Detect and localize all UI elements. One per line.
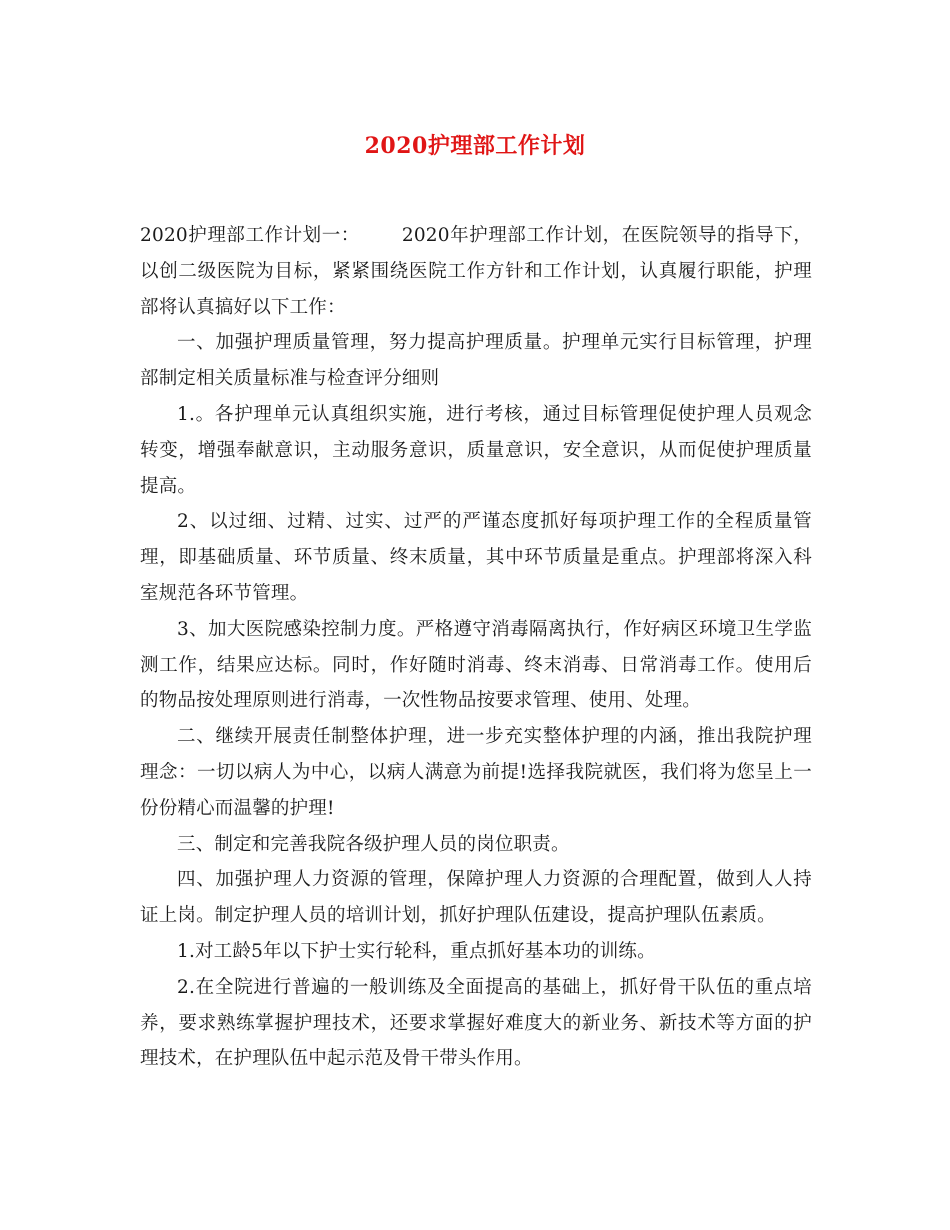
section-four-paragraph: 四、加强护理人力资源的管理，保障护理人力资源的合理配置，做到人人持证上岗。制定护理人员的培训计划，抓好护理队伍建设，提高护理队伍素质。 xyxy=(140,869,812,927)
item-2-paragraph: 2、以过细、过精、过实、过严的严谨态度抓好每项护理工作的全程质量管理，即基础质量、环节质量、终末质量，其中环节质量是重点。护理部将深入科室规范各环节管理。 xyxy=(140,511,812,604)
training-item-1-paragraph: 1.对工龄5年以下护士实行轮科，重点抓好基本功的训练。 xyxy=(177,940,656,962)
item-1-paragraph: 1.。各护理单元认真组织实施，进行考核，通过目标管理促使护理人员观念转变，增强奉献意识，主动服务意识，质量意识，安全意识，从而促使护理质量提高。 xyxy=(140,403,812,497)
intro-body: 2020年护理部工作计划，在医院领导的指导下，以创二级医院为目标，紧紧围绕医院工作方针和工作计划，认真履行职能，护理部将认真搞好以下工作： xyxy=(140,225,813,318)
training-item-2-paragraph: 2.在全院进行普遍的一般训练及全面提高的基础上，抓好骨干队伍的重点培养，要求熟练掌握护理技术，还要求掌握好难度大的新业务、新技术等方面的护理技术，在护理队伍中起示范及骨干带头作用。 xyxy=(140,976,812,1070)
section-one-paragraph: 一、加强护理质量管理，努力提高护理质量。护理单元实行目标管理，护理部制定相关质量标准与检查评分细则 xyxy=(140,332,812,390)
item-3-paragraph: 3、加大医院感染控制力度。严格遵守消毒隔离执行，作好病区环境卫生学监测工作，结果应达标。同时，作好随时消毒、终末消毒、日常消毒工作。使用后的物品按处理原则进行消毒，一次性物品按要求管理、使用、处理。 xyxy=(140,618,812,712)
intro-lead: 2020护理部工作计划一： xyxy=(140,225,360,246)
section-three-paragraph: 三、制定和完善我院各级护理人员的岗位职责。 xyxy=(177,833,570,855)
document-title: 2020护理部工作计划 xyxy=(364,133,586,159)
section-two-paragraph: 二、继续开展责任制整体护理，进一步充实整体护理的内涵，推出我院护理理念：一切以病人为中心，以病人满意为前提!选择我院就医，我们将为您呈上一份份精心而温馨的护理! xyxy=(140,726,812,819)
intro-paragraph xyxy=(140,218,812,325)
document-body xyxy=(140,218,812,1077)
